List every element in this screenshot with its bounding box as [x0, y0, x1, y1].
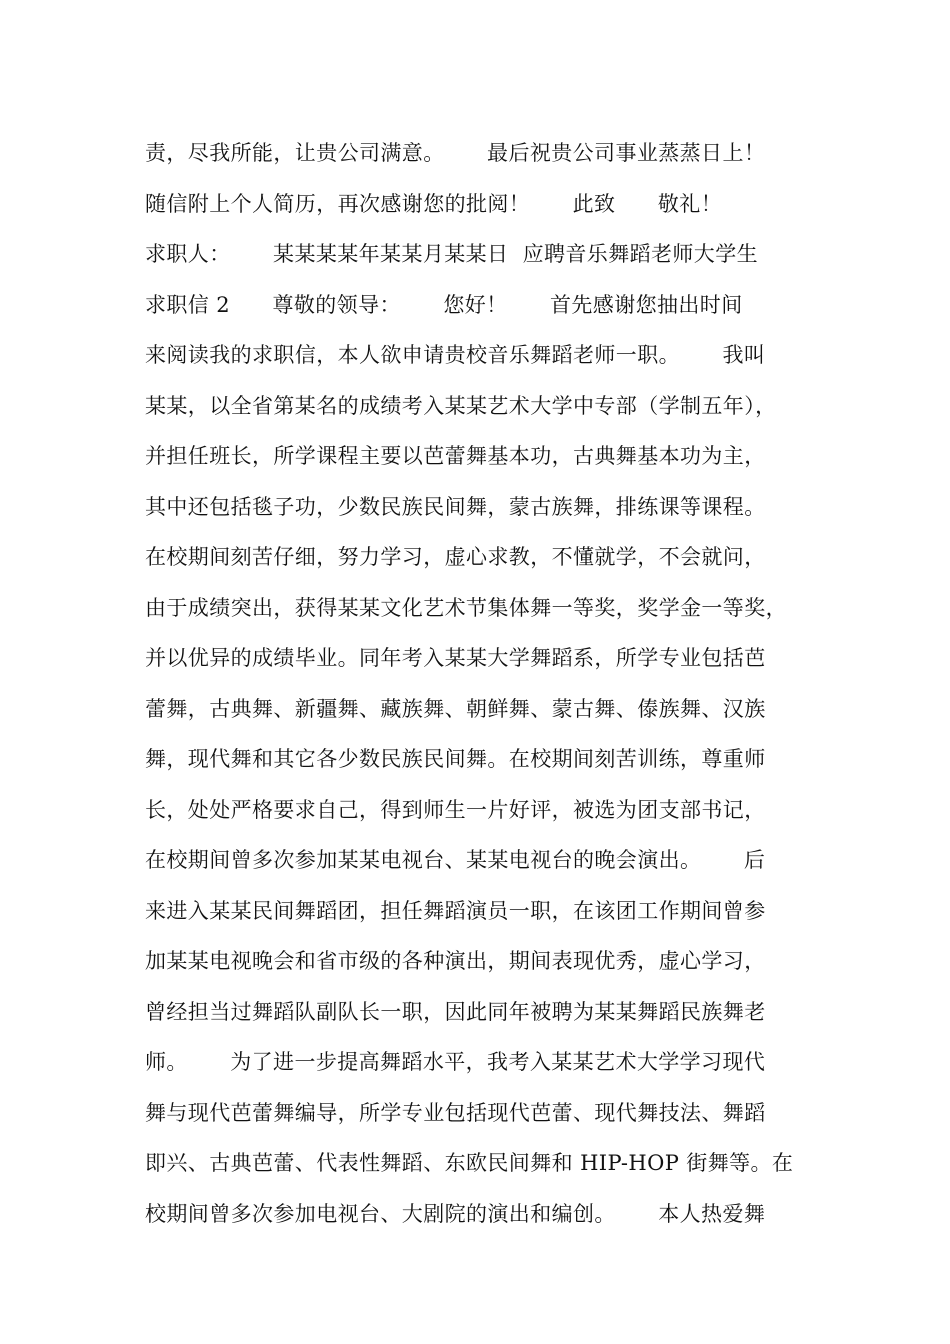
text-line: 其中还包括毯子功，少数民族民间舞，蒙古族舞，排练课等课程。: [145, 494, 766, 519]
body-text: [145, 128, 825, 1239]
text-line: 并担任班长，所学课程主要以芭蕾舞基本功，古典舞基本功为主，: [145, 444, 766, 468]
text-line: 来阅读我的求职信，本人欲申请贵校音乐舞蹈老师一职。 我叫: [145, 343, 766, 367]
text-line: 某某，以全省第某名的成绩考入某某艺术大学中专部（学制五年），: [145, 393, 777, 418]
text-line: 随信附上个人简历，再次感谢您的批阅！ 此致 敬礼！: [145, 191, 723, 216]
text-line: 曾经担当过舞蹈队副队长一职，因此同年被聘为某某舞蹈民族舞老: [145, 999, 766, 1024]
text-line: 即兴、古典芭蕾、代表性舞蹈、东欧民间舞和 HIP-HOP 街舞等。在: [145, 1151, 794, 1175]
text-line: 加某某电视晚会和省市级的各种演出，期间表现优秀，虚心学习，: [145, 949, 766, 973]
text-line: 校期间曾多次参加电视台、大剧院的演出和编创。 本人热爱舞: [145, 1201, 766, 1226]
text-line: 并以优异的成绩毕业。同年考入某某大学舞蹈系，所学专业包括芭: [145, 646, 766, 670]
text-line: 舞与现代芭蕾舞编导，所学专业包括现代芭蕾、现代舞技法、舞蹈: [145, 1100, 766, 1125]
text-line: 求职信 2 尊敬的领导： 您好！ 首先感谢您抽出时间: [145, 292, 743, 317]
text-line: 师。 为了进一步提高舞蹈水平，我考入某某艺术大学学习现代: [145, 1050, 766, 1074]
text-line: 舞，现代舞和其它各少数民族民间舞。在校期间刻苦训练，尊重师: [145, 747, 766, 771]
text-line: 长，处处严格要求自己，得到师生一片好评，被选为团支部书记，: [145, 797, 766, 822]
text-line: 求职人： 某某某某年某某月某某日 应聘音乐舞蹈老师大学生: [145, 242, 758, 266]
text-line: 在校期间曾多次参加某某电视台、某某电视台的晚会演出。 后: [145, 848, 766, 872]
text-line: 来进入某某民间舞蹈团，担任舞蹈演员一职，在该团工作期间曾参: [145, 898, 766, 923]
text-line: 由于成绩突出，获得某某文化艺术节集体舞一等奖，奖学金一等奖，: [145, 595, 787, 620]
text-line: 责，尽我所能，让贵公司满意。 最后祝贵公司事业蒸蒸日上！: [145, 141, 766, 165]
text-line: 蕾舞，古典舞、新疆舞、藏族舞、朝鲜舞、蒙古舞、傣族舞、汉族: [145, 696, 766, 721]
text-line: 在校期间刻苦仔细，努力学习，虚心求教，不懂就学，不会就问，: [145, 545, 766, 569]
